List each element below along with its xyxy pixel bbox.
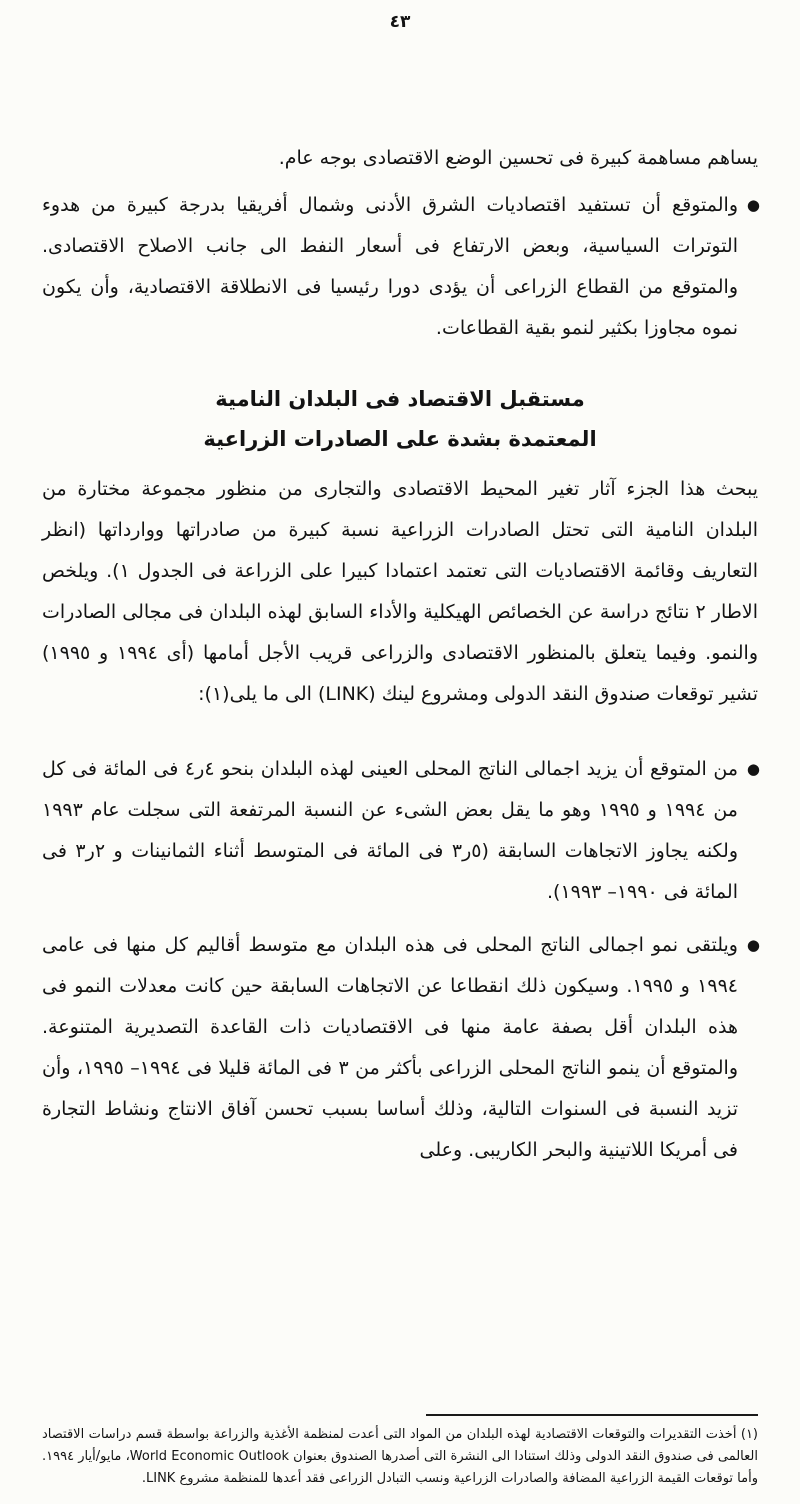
top-bullet-list xyxy=(42,181,758,349)
section-heading-line-2: المعتمدة بشدة على الصادرات الزراعية xyxy=(203,427,597,451)
list-item xyxy=(42,749,758,913)
bullet-text: ويلتقى نمو اجمالى الناتج المحلى فى هذه البلدان مع متوسط أقاليم كل منها فى عامى ١٩٩٤ و ١٩٩٥. وسيكون ذلك انقطاعا عن الاتجاهات السابقة حين كانت معدلات النمو فى هذه البلدان أقل بصفة عامة منها فى الاقتصاديات ذات القاعدة التصديرية المتنوعة. والمتوقع أن ينمو الناتج المحلى الزراعى بأكثر من ٣ فى المائة قليلا فى ١٩٩٤– ١٩٩٥، وأن تزيد النسبة فى السنوات التالية، وذلك أساسا بسبب تحسن آفاق الانتاج ونشاط التجارة فى أمريكا اللاتينية والبحر الكاريبى. وعلى xyxy=(42,934,738,1161)
section-heading xyxy=(42,379,758,459)
section-paragraph: يبحث هذا الجزء آثار تغير المحيط الاقتصادى والتجارى من منظور مجموعة مختارة من البلدان النامية التى تحتل الصادرات الزراعية نسبة كبيرة من صادراتها ووارداتها (انظر التعاريف وقائمة الاقتصاديات التى تعتمد اعتمادا كبيرا على الزراعة فى الجدول ١). ويلخص الاطار ٢ نتائج دراسة عن الخصائص الهيكلية والأداء السابق لهذه البلدان فى مجالى الصادرات والنمو. وفيما يتعلق بالمنظور الاقتصادى والزراعى قريب الأجل أمامها (أى ١٩٩٤ و ١٩٩٥) تشير توقعات صندوق النقد الدولى ومشروع لينك (LINK) الى ما يلى(١): xyxy=(42,478,758,705)
main-bullet-list xyxy=(42,737,758,1171)
footnote-section xyxy=(42,1414,758,1494)
bullet-icon: ● xyxy=(746,936,760,954)
section-heading-line-1: مستقبل الاقتصاد فى البلدان النامية xyxy=(215,387,585,411)
footnote-text: (١) أخذت التقديرات والتوقعات الاقتصادية لهذه البلدان من المواد التى أعدت لمنظمة الأغذية والزراعة بواسطة قسم دراسات الاقتصاد العالمى فى صندوق النقد الدولى وذلك استنادا الى النشرة التى أصدرها الصندوق بعنوان World Economic Outlook، مايو/أيار ١٩٩٤. وأما توقعات القيمة الزراعية المضافة والصادرات الزراعية ونسب التبادل الزراعى فقد أعدها للمنظمة مشروع LINK. xyxy=(42,1427,758,1486)
bullet-icon: ● xyxy=(746,760,760,778)
bullet-icon: ● xyxy=(746,196,760,214)
page-number: ٤٣ xyxy=(389,12,411,32)
intro-paragraph: يساهم مساهمة كبيرة فى تحسين الوضع الاقتصادى بوجه عام. xyxy=(278,147,758,169)
bullet-text: والمتوقع أن تستفيد اقتصاديات الشرق الأدنى وشمال أفريقيا بدرجة كبيرة من هدوء التوترات السياسية، وبعض الارتفاع فى أسعار النفط الى جانب الاصلاح الاقتصادى. والمتوقع من القطاع الزراعى أن يؤدى دورا رئيسيا فى الانطلاقة الاقتصادية، وأن يكون نموه مجاوزا بكثير لنمو بقية القطاعات. xyxy=(42,194,738,339)
bullet-text: من المتوقع أن يزيد اجمالى الناتج المحلى العينى لهذه البلدان بنحو ٤ر٤ فى المائة فى كل من ١٩٩٤ و ١٩٩٥ وهو ما يقل بعض الشىء عن النسبة المرتفعة التى سجلت عام ١٩٩٣ ولكنه يجاوز الاتجاهات السابقة (٥ر٣ فى المائة فى المتوسط أثناء الثمانينات و ٢ر٣ فى المائة فى ١٩٩٠– ١٩٩٣). xyxy=(42,758,739,903)
list-item xyxy=(42,925,758,1171)
footnote-divider xyxy=(426,1414,758,1416)
list-item xyxy=(42,185,758,349)
